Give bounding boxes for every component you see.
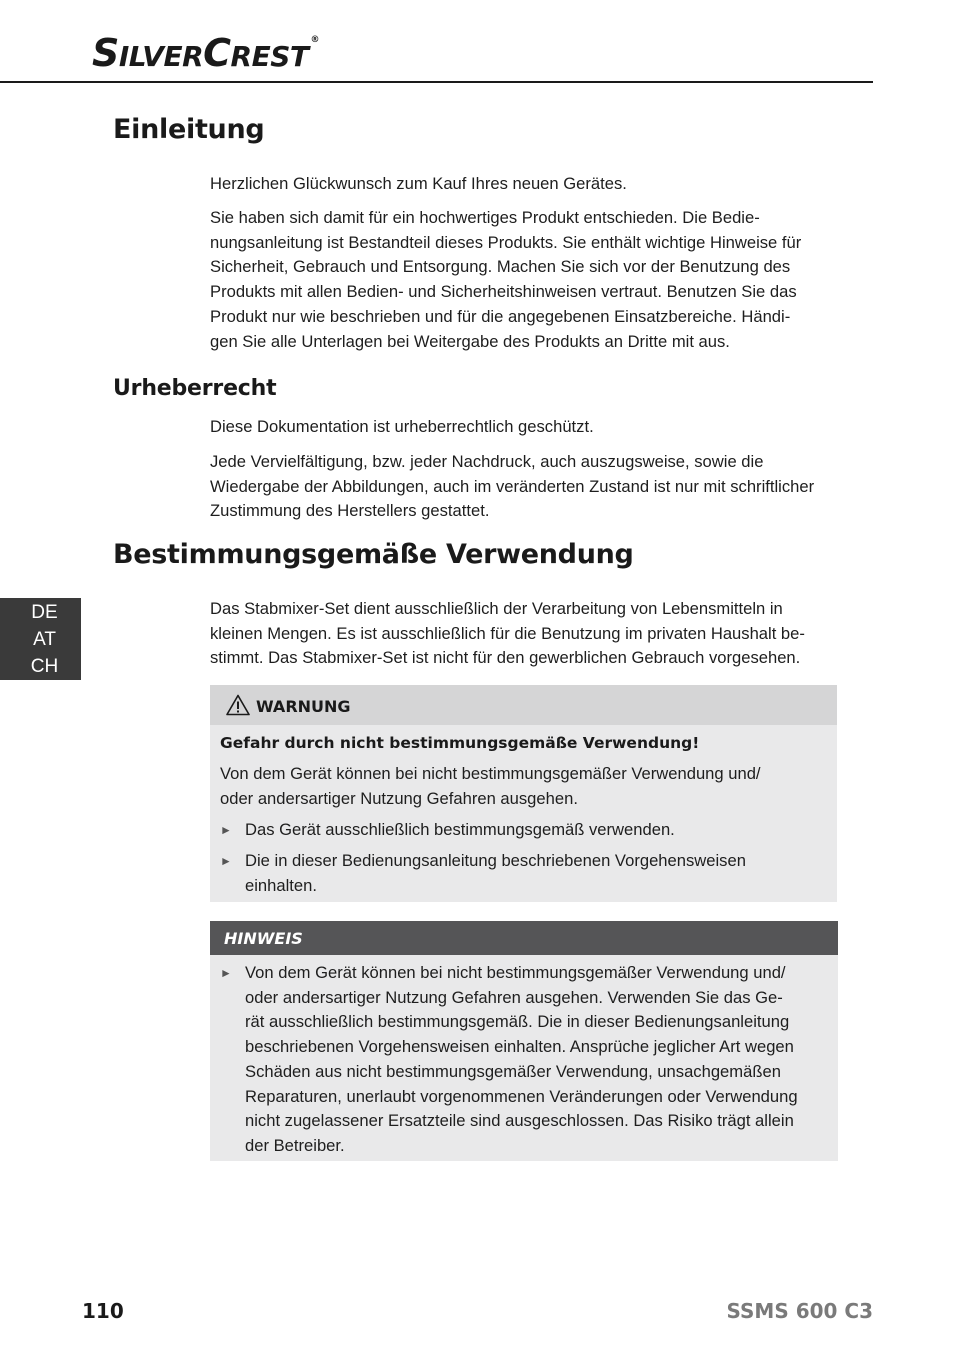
language-code-at: AT xyxy=(33,629,56,650)
intro-paragraph-1: Herzlichen Glückwunsch zum Kauf Ihres neuen Gerätes. xyxy=(210,174,627,193)
page-number: 110 xyxy=(82,1299,124,1323)
note-bullet-1: Von dem Gerät können bei nicht bestimmungsgemäßer Verwendung und/ oder andersartiger Nutzung Gefahren ausgehen. Verwenden Sie das Ge- rät ausschließlich bestimmungsgemäß. Die in dieser Bedienungsanleitung beschriebenen Vorgehensweisen einhalten. Ansprüche jeglicher Art wegen Schäden aus nicht bestimmungsgemäßer Verwendung, unsachgemäßen Reparaturen, unerlaubt vorgenommenen Veränderungen oder Verwendung nicht zugelassener Ersatzteile sind ausgeschlossen. Das Risiko trägt allein der Betreiber. xyxy=(245,963,798,1155)
copyright-paragraph-2: Jede Vervielfältigung, bzw. jeder Nachdruck, auch auszugsweise, sowie die Wiedergabe der Abbildungen, auch im veränderten Zustand ist nur mit schriftlicher Zustimmung des Herstellers gestattet. xyxy=(210,452,815,521)
copyright-heading: Urheberrecht xyxy=(113,376,277,401)
note-header xyxy=(210,921,838,955)
language-tab xyxy=(0,598,81,680)
warning-header xyxy=(210,685,837,725)
warning-text: Von dem Gerät können bei nicht bestimmungsgemäßer Verwendung und/ oder andersartiger Nutzung Gefahren ausgehen. xyxy=(220,764,761,808)
warning-bullet-1: Das Gerät ausschließlich bestimmungsgemäß verwenden. xyxy=(245,820,675,839)
intro-heading: Einleitung xyxy=(113,114,265,145)
warning-box xyxy=(210,685,837,902)
intro-paragraph-2: Sie haben sich damit für ein hochwertiges Produkt entschieden. Die Bedie- nungsanleitung ist Bestandteil dieses Produkts. Sie enthält wichtige Hinweise für Sicherheit, Gebrauch und Entsorgung. Machen Sie sich vor der Benutzung des Produkts mit allen Bedien- und Sicherheitshinweisen vertraut. Benutzen Sie das Produkt nur wie beschrieben und für die angegebenen Einsatzbereiche. Händi- gen Sie alle Unterlagen bei Weitergabe des Produkts an Dritte mit aus. xyxy=(210,208,802,351)
warning-label: WARNUNG xyxy=(256,697,351,716)
usage-paragraph: Das Stabmixer-Set dient ausschließlich der Verarbeitung von Lebensmitteln in kleinen Mengen. Es ist ausschließlich für die Benutzung im privaten Haushalt be- stimmt. Das Stabmixer-Set ist nicht für den gewerblichen Gebrauch vorgesehen. xyxy=(210,599,805,668)
warning-triangle-icon xyxy=(226,694,250,716)
bullet-arrow-icon: ► xyxy=(220,854,232,868)
brand-logo: SILVERCREST ® xyxy=(92,31,319,75)
usage-heading: Bestimmungsgemäße Verwendung xyxy=(113,539,634,570)
language-code-ch: CH xyxy=(30,656,59,677)
bullet-arrow-icon: ► xyxy=(220,966,232,980)
bullet-arrow-icon: ► xyxy=(220,823,232,837)
note-label: HINWEIS xyxy=(224,929,303,948)
warning-bullet-2: Die in dieser Bedienungsanleitung beschriebenen Vorgehensweisen einhalten. xyxy=(245,851,746,895)
model-number: SSMS 600 C3 xyxy=(726,1299,873,1323)
warning-subtitle: Gefahr durch nicht bestimmungsgemäße Verwendung! xyxy=(220,734,700,752)
header-rule xyxy=(0,81,873,83)
note-box xyxy=(210,921,838,1161)
copyright-paragraph-1: Diese Dokumentation ist urheberrechtlich geschützt. xyxy=(210,417,594,436)
language-code-de: DE xyxy=(31,602,58,623)
